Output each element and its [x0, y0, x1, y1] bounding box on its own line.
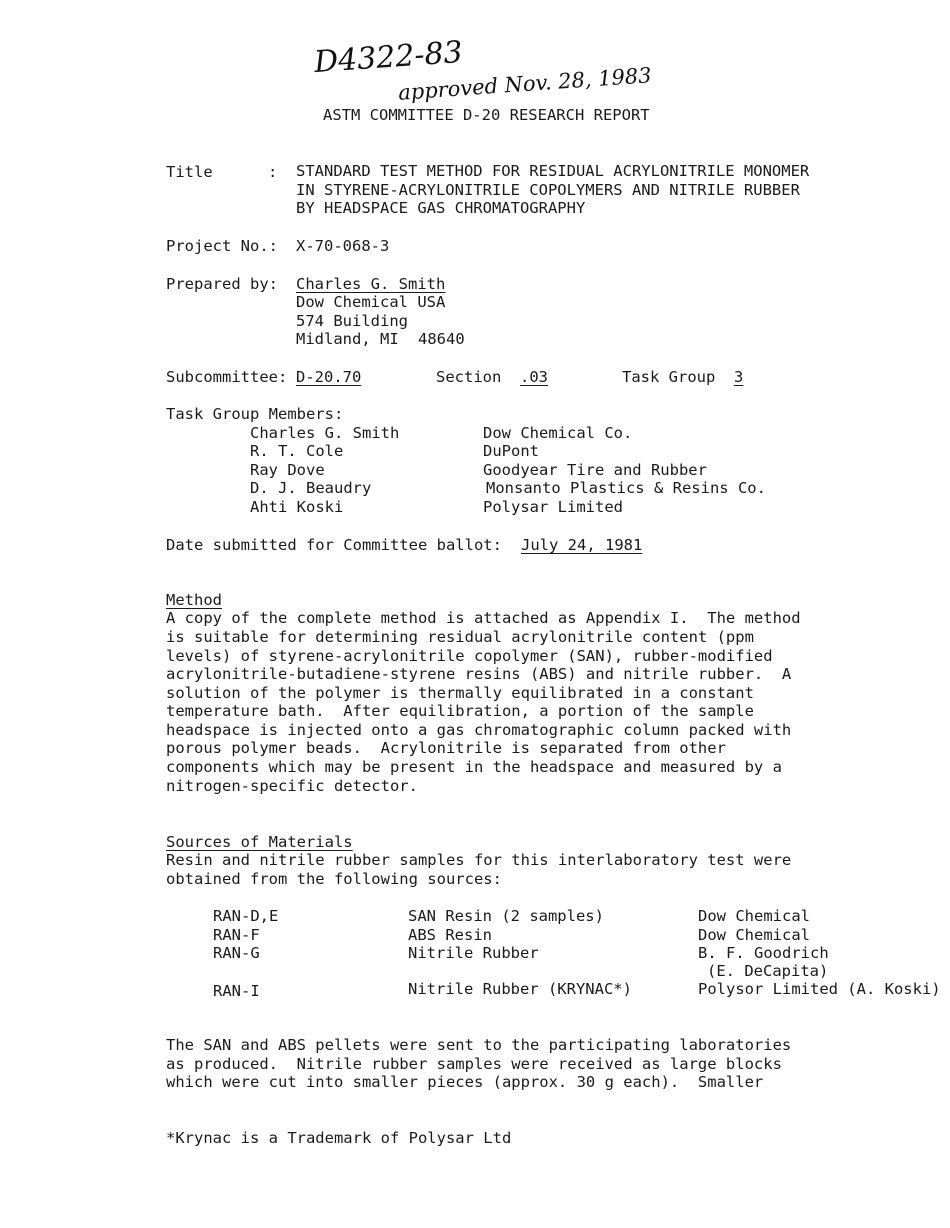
handwritten-doc-number: D4322-83	[312, 34, 464, 81]
member-name: Ahti Koski	[250, 498, 344, 516]
report-header: ASTM COMMITTEE D-20 RESEARCH REPORT	[323, 106, 650, 124]
source-material: Nitrile Rubber (KRYNAC*)	[408, 980, 632, 998]
sources-intro-line: obtained from the following sources:	[166, 870, 502, 888]
member-org: DuPont	[483, 442, 539, 460]
ballot-date: July 24, 1981	[521, 536, 643, 554]
source-supplier: Dow Chemical	[698, 926, 810, 944]
preparer-building: 574 Building	[296, 312, 408, 330]
method-heading: Method	[166, 591, 222, 609]
project-value: X-70-068-3	[296, 237, 390, 255]
closing-line: as produced. Nitrile rubber samples were received as large blocks	[166, 1055, 782, 1073]
source-code: RAN-D,E	[213, 907, 279, 925]
member-org: Monsanto Plastics & Resins Co.	[486, 479, 766, 497]
method-line: acrylonitrile-butadiene-styrene resins (ABS) and nitrile rubber. A	[166, 665, 792, 683]
preparer-city: Midland, MI	[296, 330, 399, 348]
source-material: Nitrile Rubber	[408, 944, 539, 962]
closing-line: which were cut into smaller pieces (approx. 30 g each). Smaller	[166, 1073, 764, 1091]
footnote: *Krynac is a Trademark of Polysar Ltd	[166, 1129, 512, 1147]
method-line: temperature bath. After equilibration, a portion of the sample	[166, 702, 754, 720]
source-supplier: B. F. Goodrich	[698, 944, 829, 962]
source-material: SAN Resin (2 samples)	[408, 907, 604, 925]
member-name: D. J. Beaudry	[250, 479, 372, 497]
member-name: Charles G. Smith	[250, 424, 400, 442]
ballot-label: Date submitted for Committee ballot:	[166, 536, 502, 554]
preparer-name: Charles G. Smith	[296, 275, 446, 293]
method-line: headspace is injected onto a gas chromatographic column packed with	[166, 721, 792, 739]
title-line: IN STYRENE-ACRYLONITRILE COPOLYMERS AND NITRILE RUBBER	[296, 181, 800, 199]
subcommittee-label: Subcommittee:	[166, 368, 288, 386]
member-org: Polysar Limited	[483, 498, 623, 516]
title-line: STANDARD TEST METHOD FOR RESIDUAL ACRYLONITRILE MONOMER	[296, 162, 810, 180]
title-label: Title	[166, 163, 213, 181]
source-material: ABS Resin	[408, 926, 492, 944]
task-group-value: 3	[734, 368, 744, 386]
source-code: RAN-F	[213, 926, 260, 944]
member-org: Goodyear Tire and Rubber	[483, 461, 707, 479]
member-org: Dow Chemical Co.	[483, 424, 633, 442]
source-supplier-contact: (E. DeCapita)	[707, 962, 829, 980]
source-code: RAN-G	[213, 944, 260, 962]
title-colon: :	[268, 163, 278, 181]
section-label: Section	[436, 368, 502, 386]
project-label: Project No.:	[166, 237, 278, 255]
method-line: levels) of styrene-acrylonitrile copolymer (SAN), rubber-modified	[166, 647, 773, 665]
section-value: .03	[520, 368, 548, 386]
method-line: porous polymer beads. Acrylonitrile is separated from other	[166, 739, 726, 757]
sources-heading: Sources of Materials	[166, 833, 353, 851]
preparer-company: Dow Chemical USA	[296, 293, 446, 311]
method-line: nitrogen-specific detector.	[166, 777, 418, 795]
sources-intro-line: Resin and nitrile rubber samples for this interlaboratory test were	[166, 851, 792, 869]
title-line: BY HEADSPACE GAS CHROMATOGRAPHY	[296, 199, 586, 217]
member-name: R. T. Cole	[250, 442, 344, 460]
closing-line: The SAN and ABS pellets were sent to the participating laboratories	[166, 1036, 792, 1054]
handwritten-approval: approved Nov. 28, 1983	[397, 63, 653, 105]
prepared-by-label: Prepared by:	[166, 275, 278, 293]
subcommittee-value: D-20.70	[296, 368, 362, 386]
task-group-members-label: Task Group Members:	[166, 405, 344, 423]
source-code: RAN-I	[213, 982, 260, 1000]
source-supplier: Polysor Limited (A. Koski)	[698, 980, 941, 998]
member-name: Ray Dove	[250, 461, 325, 479]
task-group-label: Task Group	[622, 368, 716, 386]
preparer-zip: 48640	[418, 330, 465, 348]
source-supplier: Dow Chemical	[698, 907, 810, 925]
method-line: A copy of the complete method is attached as Appendix I. The method	[166, 609, 801, 627]
method-line: components which may be present in the headspace and measured by a	[166, 758, 782, 776]
method-line: solution of the polymer is thermally equilibrated in a constant	[166, 684, 754, 702]
method-line: is suitable for determining residual acrylonitrile content (ppm	[166, 628, 754, 646]
